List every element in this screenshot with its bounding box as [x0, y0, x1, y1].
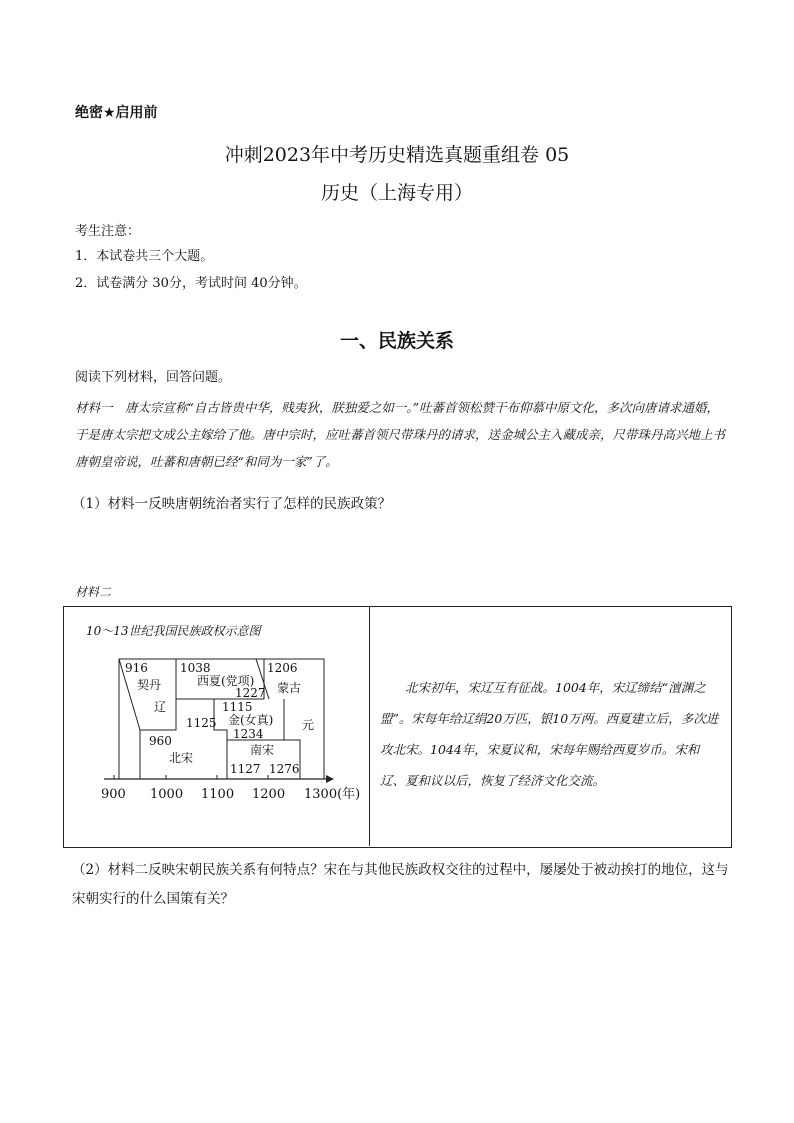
question-2: （2）材料二反映宋朝民族关系有何特点？宋在与其他民族政权交往的过程中，屡屡处于被动挨打的地位，这与宋朝实行的什么国策有关？ [72, 862, 729, 907]
table-divider [369, 606, 370, 846]
axis-label-1200: 1200 [252, 787, 286, 802]
yuan-name: 元 [302, 718, 315, 732]
liao-sub: 辽 [154, 700, 167, 714]
notice-item-2: 2．试卷满分 30分，考试时间 40分钟。 [75, 276, 307, 291]
mongol-start: 1206 [267, 661, 298, 675]
material-1-text: 材料一 唐太宗宣称“自古皆贵中华，贱夷狄，朕独爱之如一。”吐蕃首领松赞干布仰慕中原文化，多次向唐请求通婚，于是唐太宗把文成公主嫁给了他。唐中宗时，应吐蕃首领尺带珠丹的请求，送金城公主入藏成亲，尺带珠丹高兴地上书唐朝皇帝说，吐蕃和唐朝已经“和同为一家”了。 [75, 400, 726, 469]
liao-start: 916 [125, 661, 148, 675]
notice-item-1: 1．本试卷共三个大题。 [75, 249, 214, 264]
jin-end: 1234 [233, 727, 264, 741]
jin-start: 1115 [222, 700, 253, 714]
material-2-label: 材料二 [75, 585, 112, 599]
exam-subtitle: 历史（上海专用） [320, 182, 473, 204]
axis-label-900: 900 [101, 787, 126, 802]
regime-diagram [64, 607, 369, 845]
southern-song-name: 南宋 [250, 743, 275, 757]
diagram-title: 10～13世纪我国民族政权示意图 [86, 624, 261, 638]
notice-heading: 考生注意： [75, 224, 141, 239]
section-title: 一、民族关系 [339, 330, 454, 352]
question-1: （1）材料一反映唐朝统治者实行了怎样的民族政策？ [72, 496, 392, 512]
mongol-name: 蒙古 [277, 681, 302, 695]
northern-song-end: 1127 [230, 762, 261, 776]
axis-arrow [326, 775, 334, 783]
northern-song-start: 960 [149, 734, 172, 748]
xixia-end: 1227 [235, 686, 266, 700]
liao-region [119, 659, 176, 779]
exam-title: 冲刺2023年中考历史精选真题重组卷 05 [224, 144, 570, 166]
axis-label-1000: 1000 [150, 787, 184, 802]
northern-song-name: 北宋 [169, 751, 194, 765]
liao-end: 1125 [186, 716, 217, 730]
southern-song-end: 1276 [269, 762, 300, 776]
xixia-name: 西夏(党项) [197, 674, 255, 688]
jin-name: 金(女真) [228, 713, 274, 727]
axis-label-1100: 1100 [201, 787, 235, 802]
material-2-text: 北宋初年，宋辽互有征战。1004年，宋辽缔结“澶渊之盟”。宋每年给辽绢20万匹，银10万两。西夏建立后，多次进攻北宋。1044年，宋夏议和，宋每年赐给西夏岁币。宋和辽、夏和议以后，恢复了经济文化交流。 [380, 680, 719, 788]
xixia-start: 1038 [180, 661, 211, 675]
axis-label-1300: 1300(年) [304, 787, 361, 802]
confidential-label: 绝密★启用前 [75, 105, 158, 121]
reading-intro: 阅读下列材料，回答问题。 [75, 370, 232, 385]
liao-name: 契丹 [137, 678, 162, 692]
